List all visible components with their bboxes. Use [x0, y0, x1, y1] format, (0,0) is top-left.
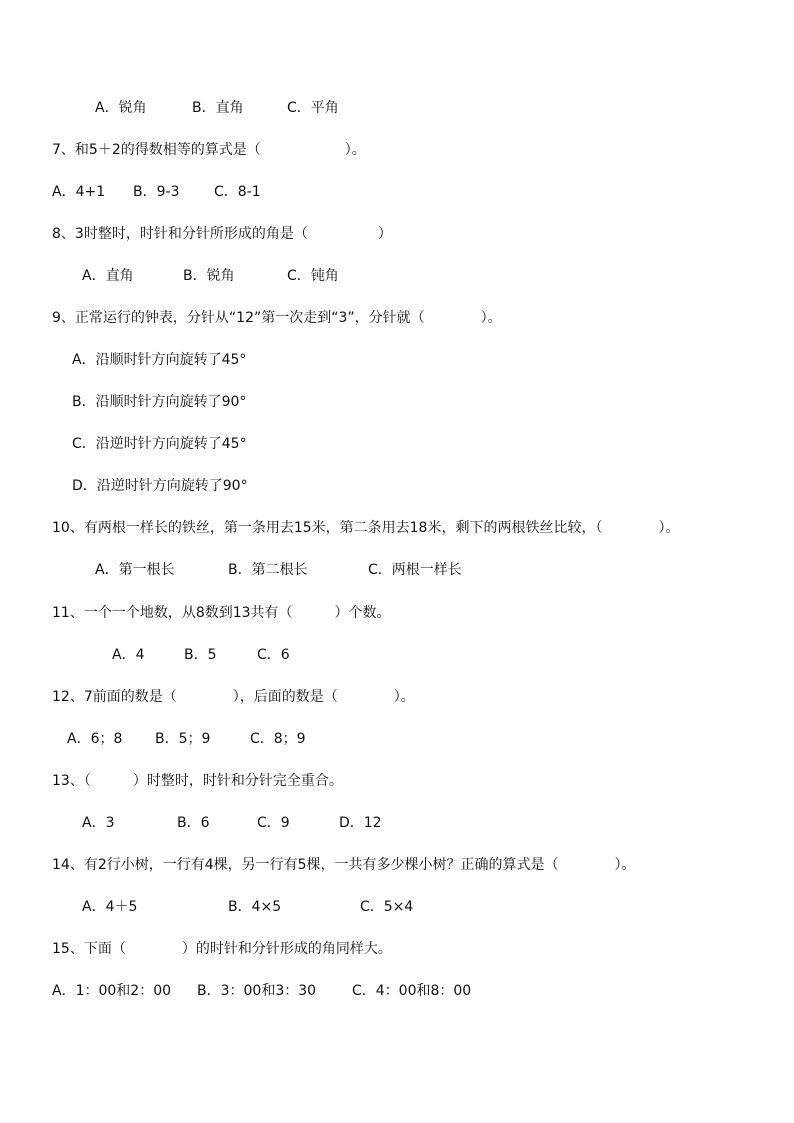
q7-option-b: B．9-3	[133, 184, 180, 200]
q15-option-c: C．4：00和8：00	[352, 983, 472, 999]
q13-option-c: C．9	[257, 815, 290, 831]
q15-stem: 15、下面（ ）的时针和分针形成的角同样大。	[52, 941, 392, 957]
q9-option-d: D．沿逆时针方向旋转了90°	[72, 478, 248, 494]
q9-stem: 9、正常运行的钟表，分针从“12”第一次走到“3”，分针就（ ）。	[52, 310, 502, 326]
q6-option-a: A．锐角	[95, 100, 147, 116]
q10-option-b: B．第二根长	[228, 562, 308, 578]
q9-option-a: A．沿顺时针方向旋转了45°	[72, 352, 247, 368]
q9-option-c: C．沿逆时针方向旋转了45°	[72, 436, 247, 452]
q12-stem: 12、7前面的数是（ ），后面的数是（ ）。	[52, 689, 415, 705]
q8-option-a: A．直角	[82, 268, 134, 284]
q12-option-c: C．8；9	[250, 731, 306, 747]
q10-option-a: A．第一根长	[95, 562, 175, 578]
q10-option-c: C．两根一样长	[368, 562, 462, 578]
q11-option-a: A．4	[112, 647, 145, 663]
q14-option-b: B．4×5	[228, 899, 282, 915]
q8-option-b: B．锐角	[183, 268, 235, 284]
q13-option-b: B．6	[177, 815, 210, 831]
q9-option-b: B．沿顺时针方向旋转了90°	[72, 394, 247, 410]
q11-option-b: B．5	[184, 647, 217, 663]
q15-option-a: A．1：00和2：00	[52, 983, 172, 999]
q12-option-a: A．6；8	[67, 731, 123, 747]
q6-option-c: C．平角	[287, 100, 339, 116]
q14-stem: 14、有2行小树，一行有4棵，另一行有5棵，一共有多少棵小树？正确的算式是（ ）。	[52, 857, 636, 873]
q14-option-c: C．5×4	[360, 899, 414, 915]
q8-stem: 8、3时整时，时针和分针所形成的角是（ ）	[52, 226, 392, 242]
q13-stem: 13、（ ）时整时，时针和分针完全重合。	[52, 773, 343, 789]
q11-stem: 11、一个一个地数，从8数到13共有（ ）个数。	[52, 605, 391, 621]
q11-option-c: C．6	[257, 647, 290, 663]
q14-option-a: A．4＋5	[82, 899, 138, 915]
q13-option-a: A．3	[82, 815, 115, 831]
q15-option-b: B．3：00和3：30	[197, 983, 317, 999]
q7-stem: 7、和5＋2的得数相等的算式是（ ）。	[52, 142, 366, 158]
q10-stem: 10、有两根一样长的铁丝，第一条用去15米，第二条用去18米，剩下的两根铁丝比较，（ ）。	[52, 520, 680, 536]
q8-option-c: C．钝角	[287, 268, 339, 284]
q7-option-c: C．8-1	[214, 184, 261, 200]
q13-option-d: D．12	[339, 815, 382, 831]
q6-option-b: B．直角	[192, 100, 244, 116]
q12-option-b: B．5；9	[155, 731, 211, 747]
q7-option-a: A．4+1	[52, 184, 106, 200]
